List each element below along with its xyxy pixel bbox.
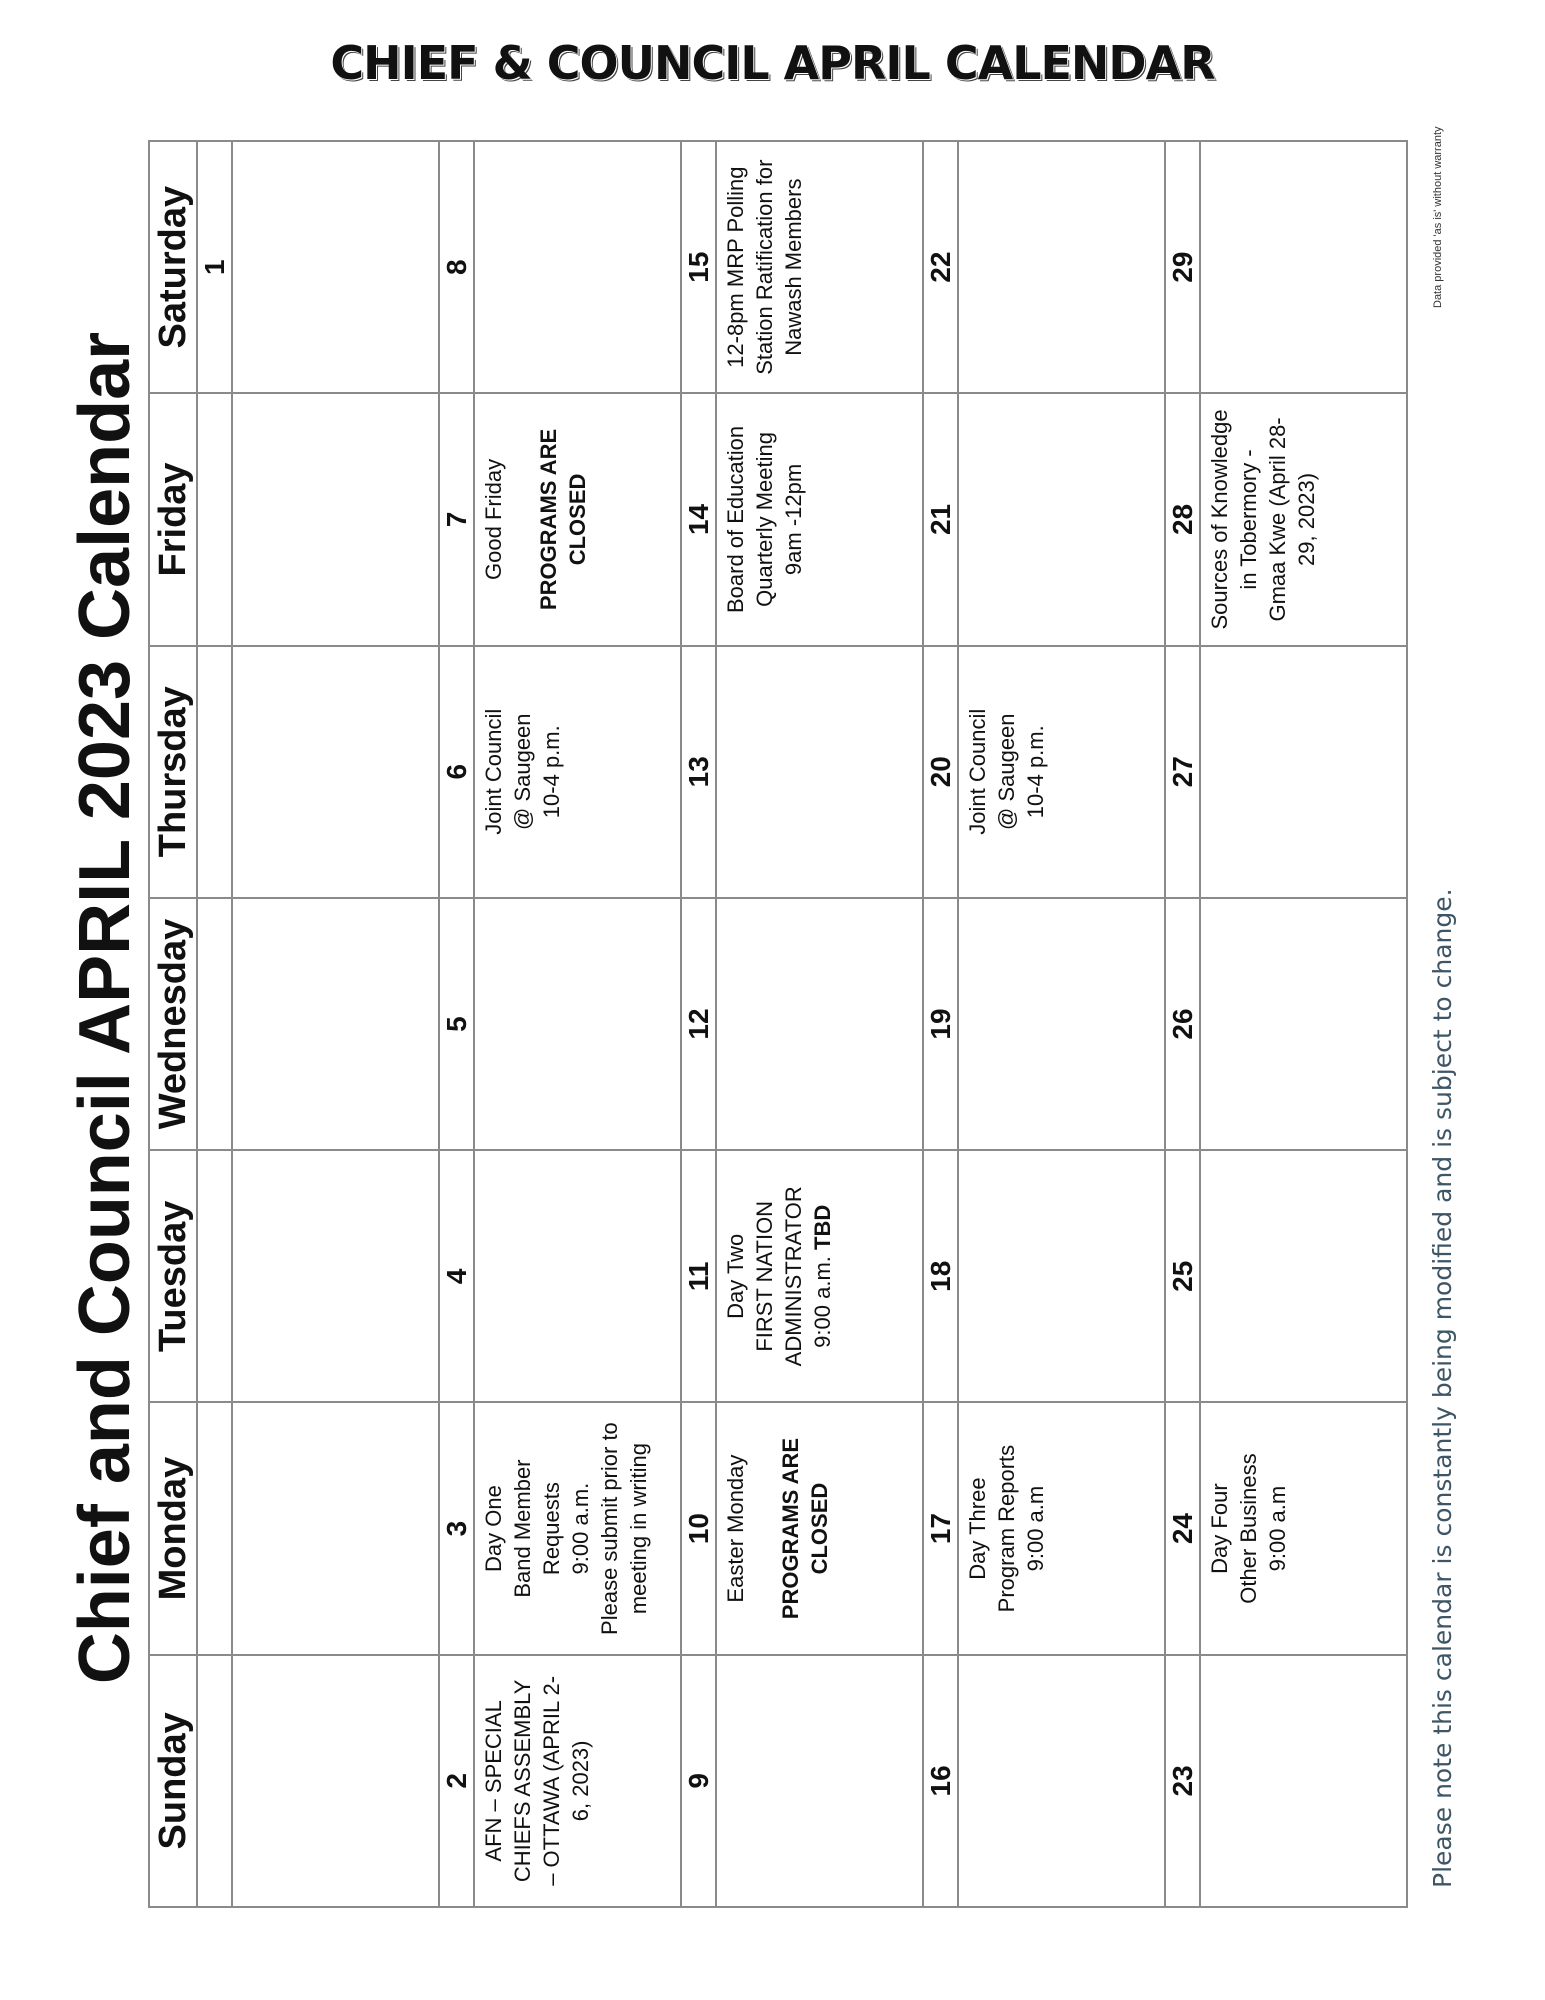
day-number: 11 (681, 1150, 716, 1402)
event-line: Day Two (723, 1233, 748, 1319)
event-text (475, 899, 479, 1149)
event-text (1201, 142, 1205, 392)
day-number-row (197, 141, 232, 1907)
day-cell (474, 1402, 681, 1654)
event-text (233, 647, 237, 897)
event-line: 29, 2023) (1294, 472, 1319, 566)
event-text (1201, 899, 1205, 1149)
event-line: Day Four (1207, 1483, 1232, 1574)
day-number: 27 (1165, 646, 1200, 898)
weekday-header: Thursday (149, 646, 197, 898)
event-line: PROGRAMS ARE (778, 1437, 803, 1620)
event-text (1201, 647, 1205, 897)
event-line: Joint Council (965, 708, 990, 835)
event-line: Gmaa Kwe (April 28- (1265, 417, 1290, 622)
day-cell (958, 393, 1165, 645)
day-number (197, 393, 232, 645)
day-cell (232, 898, 439, 1150)
event-text (717, 647, 721, 897)
day-number: 28 (1165, 393, 1200, 645)
day-cell (716, 141, 923, 393)
page-title: CHIEF & COUNCIL APRIL CALENDAR (330, 36, 1215, 90)
day-number: 16 (923, 1655, 958, 1907)
event-line: 9:00 a.m. (568, 1482, 593, 1575)
event-text (475, 647, 566, 897)
day-number (197, 646, 232, 898)
event-text (959, 142, 963, 392)
day-cell (1200, 1150, 1407, 1402)
event-text (233, 1151, 237, 1401)
event-line: Good Friday (481, 458, 506, 580)
event-text (475, 1403, 653, 1653)
day-cell (1200, 1402, 1407, 1654)
weekday-header: Monday (149, 1402, 197, 1654)
event-line: 6, 2023) (568, 1740, 593, 1822)
event-text (959, 899, 963, 1149)
event-line: FIRST NATION (752, 1200, 777, 1352)
event-line: Station Ratification for (752, 159, 777, 375)
event-line: @ Saugeen (510, 713, 535, 830)
event-text (959, 1403, 1050, 1653)
calendar-grid (148, 140, 1408, 1908)
day-cell (474, 393, 681, 645)
week-row (232, 141, 439, 1907)
weekday-header: Tuesday (149, 1150, 197, 1402)
day-number: 19 (923, 898, 958, 1150)
event-text (475, 142, 479, 392)
event-text (717, 394, 808, 644)
event-line (508, 394, 534, 644)
day-cell (716, 1655, 923, 1907)
event-line: Nawash Members (781, 178, 806, 356)
day-number: 6 (439, 646, 474, 898)
week-row (1200, 141, 1407, 1907)
day-number: 12 (681, 898, 716, 1150)
event-line: – OTTAWA (APRIL 2- (539, 1675, 564, 1886)
event-line: Band Member (510, 1459, 535, 1598)
event-text (233, 1656, 237, 1906)
day-cell (232, 141, 439, 393)
weekday-header-row (149, 141, 197, 1907)
week-row (958, 141, 1165, 1907)
day-cell (958, 1655, 1165, 1907)
event-line: meeting in writing (626, 1442, 651, 1615)
day-cell (958, 141, 1165, 393)
event-line: 9am -12pm (781, 463, 806, 576)
day-number: 5 (439, 898, 474, 1150)
footer-note: Please note this calendar is constantly being modified and is subject to change. (1428, 888, 1457, 1888)
event-line: @ Saugeen (994, 713, 1019, 830)
day-number: 10 (681, 1402, 716, 1654)
day-number (197, 1150, 232, 1402)
event-line: 12-8pm MRP Polling (723, 166, 748, 368)
day-number: 26 (1165, 898, 1200, 1150)
day-number: 7 (439, 393, 474, 645)
day-cell (716, 1402, 923, 1654)
event-text (717, 1656, 721, 1906)
day-number: 15 (681, 141, 716, 393)
day-number: 3 (439, 1402, 474, 1654)
event-text (717, 1151, 837, 1401)
day-number: 9 (681, 1655, 716, 1907)
day-cell (232, 1402, 439, 1654)
disclaimer-text: Data provided 'as is' without warranty (1432, 126, 1444, 308)
week-row (474, 141, 681, 1907)
event-text (717, 899, 721, 1149)
day-number: 17 (923, 1402, 958, 1654)
event-line: 9:00 a.m. TBD (810, 1204, 835, 1348)
event-line: 10-4 p.m. (1023, 725, 1048, 819)
event-text (959, 647, 1050, 897)
day-number-row (923, 141, 958, 1907)
day-number-row (681, 141, 716, 1907)
day-number: 18 (923, 1150, 958, 1402)
event-text (717, 1403, 834, 1653)
day-cell (716, 393, 923, 645)
event-text (475, 394, 592, 644)
day-cell (1200, 898, 1407, 1150)
event-line: Sources of Knowledge (1207, 409, 1232, 630)
day-cell (716, 1150, 923, 1402)
event-text (959, 394, 963, 644)
event-text (959, 1656, 963, 1906)
day-number: 13 (681, 646, 716, 898)
day-number: 29 (1165, 141, 1200, 393)
day-number-row (1165, 141, 1200, 1907)
event-line: Program Reports (994, 1444, 1019, 1613)
day-cell (474, 646, 681, 898)
calendar-sheet (60, 108, 1495, 1908)
day-number (197, 898, 232, 1150)
event-text (959, 1151, 963, 1401)
day-number: 2 (439, 1655, 474, 1907)
day-cell (232, 393, 439, 645)
event-line: CLOSED (565, 473, 590, 566)
day-number: 1 (197, 141, 232, 393)
event-text (1201, 1151, 1205, 1401)
day-number-row (439, 141, 474, 1907)
day-cell (1200, 141, 1407, 393)
day-number: 22 (923, 141, 958, 393)
day-cell (232, 1150, 439, 1402)
event-text (1201, 1656, 1205, 1906)
event-line: Quarterly Meeting (752, 432, 777, 607)
event-line: PROGRAMS ARE (536, 428, 561, 611)
event-line: Joint Council (481, 708, 506, 835)
event-text (475, 1151, 479, 1401)
day-number: 14 (681, 393, 716, 645)
day-cell (474, 1150, 681, 1402)
calendar-body (197, 141, 1407, 1907)
week-row (716, 141, 923, 1907)
day-number (197, 1402, 232, 1654)
day-cell (1200, 1655, 1407, 1907)
event-text (233, 394, 237, 644)
event-line (750, 1403, 776, 1653)
day-number: 24 (1165, 1402, 1200, 1654)
event-line: 9:00 a.m (1265, 1485, 1290, 1572)
day-number: 20 (923, 646, 958, 898)
event-text (233, 142, 237, 392)
day-cell (716, 646, 923, 898)
weekday-header: Friday (149, 393, 197, 645)
event-line: CHIEFS ASSEMBLY (510, 1679, 535, 1883)
day-cell (232, 646, 439, 898)
day-number (197, 1655, 232, 1907)
day-cell (1200, 393, 1407, 645)
day-number: 8 (439, 141, 474, 393)
day-number: 23 (1165, 1655, 1200, 1907)
event-text (1201, 1403, 1292, 1653)
day-cell (716, 898, 923, 1150)
event-line: ADMINISTRATOR (781, 1186, 806, 1367)
event-line: Day One (481, 1485, 506, 1572)
weekday-header: Saturday (149, 141, 197, 393)
event-line: Please submit prior to (597, 1422, 622, 1635)
calendar-title: Chief and Council APRIL 2023 Calendar (65, 331, 145, 1685)
day-cell (474, 141, 681, 393)
day-cell (1200, 646, 1407, 898)
event-line: AFN – SPECIAL (481, 1700, 506, 1862)
day-cell (958, 646, 1165, 898)
day-number: 25 (1165, 1150, 1200, 1402)
weekday-header: Sunday (149, 1655, 197, 1907)
event-line: Easter Monday (723, 1454, 748, 1603)
event-text (475, 1656, 595, 1906)
day-cell (474, 898, 681, 1150)
day-cell (958, 1150, 1165, 1402)
weekday-header: Wednesday (149, 898, 197, 1150)
event-text (717, 142, 808, 392)
day-cell (474, 1655, 681, 1907)
event-text (233, 1403, 237, 1653)
event-text (233, 899, 237, 1149)
event-line: CLOSED (807, 1482, 832, 1575)
event-text (1201, 394, 1321, 644)
event-line: in Tobermory - (1236, 449, 1261, 590)
day-number: 4 (439, 1150, 474, 1402)
event-line: Board of Education (723, 425, 748, 614)
day-number: 21 (923, 393, 958, 645)
event-line: Requests (539, 1482, 564, 1576)
day-cell (958, 1402, 1165, 1654)
event-line: Day Three (965, 1477, 990, 1580)
event-line: 9:00 a.m (1023, 1485, 1048, 1572)
day-cell (232, 1655, 439, 1907)
event-line: Other Business (1236, 1453, 1261, 1604)
event-line: 10-4 p.m. (539, 725, 564, 819)
day-cell (958, 898, 1165, 1150)
